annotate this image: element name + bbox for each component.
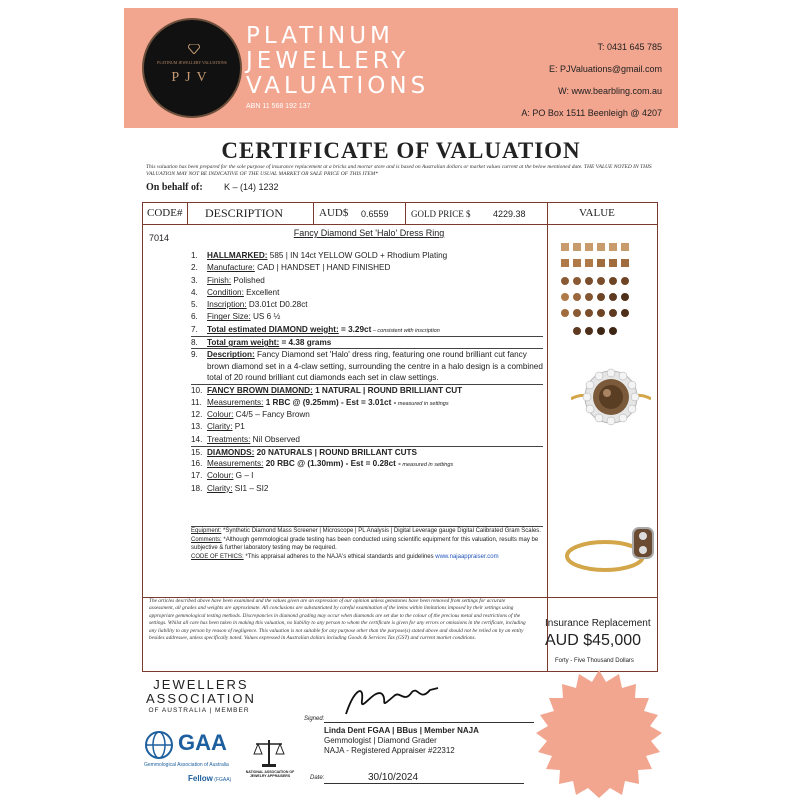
- list-item: 15. DIAMONDS: 20 NATURALS | ROUND BRILLANT CUTS: [191, 446, 543, 458]
- divider: [547, 203, 548, 599]
- issue-date: 30/10/2024: [368, 772, 419, 783]
- valuation-words: Forty - Five Thousand Dollars: [555, 658, 634, 664]
- list-item: 10. FANCY BROWN DIAMOND: 1 NATURAL | ROUND BRILLIANT CUT: [191, 384, 543, 396]
- logo-initials: PJV: [171, 70, 213, 85]
- ja-member-label: OF AUSTRALIA | MEMBER: [148, 707, 250, 714]
- notes-block: [191, 526, 543, 561]
- jewellers-association-logo: JEWELLERS ASSOCIATION: [146, 677, 256, 706]
- behalf-value: K – (14) 1232: [224, 182, 279, 192]
- brand-line: PLATINUM: [246, 23, 394, 49]
- list-item: 18. Clarity: SI1 – SI2: [191, 483, 269, 493]
- ethics-note: CODE OF ETHICS: *This appraisal adheres to the NAJA's ethical standards and guidelines www.najaappraiser.com: [191, 553, 499, 560]
- ring-top-view-photo: [571, 363, 651, 433]
- signer-name: Linda Dent FGAA | BBus | Member NAJA: [324, 726, 479, 735]
- gold-price-label: GOLD PRICE $: [411, 209, 471, 219]
- divider: [313, 203, 314, 225]
- aud-label: AUD$: [319, 207, 349, 219]
- list-item: 16. Measurements: 20 RBC @ (1.30mm) - Est = 0.28ct - measured in settings: [191, 459, 454, 469]
- divider: [405, 203, 406, 225]
- comments-note: Comments: *Although gemmological grade testing has been conducted using scientific equipment for this valuation, results may be subjective & further laboratory testing may be required.: [191, 536, 539, 551]
- handwritten-signature: [334, 680, 444, 720]
- scales-of-justice-icon: [252, 738, 286, 768]
- diamond-icon: [188, 44, 200, 54]
- list-item: 1. HALLMARKED: 585 | IN 14ct YELLOW GOLD + Rhodium Plating: [191, 251, 448, 260]
- abn-number: ABN 11 568 192 137: [246, 103, 311, 110]
- intro-statement: This valuation has been prepared for the sole purpose of insurance replacement at a bricks and mortar store and is based on Australian dollars or market values current at the below mentioned date. THE VALUE NOTED IN THIS VALUATION MAY NOT BE INDICATIVE OF THE USUAL MARKET OR SALE PRICE OF THIS ITEM*: [146, 164, 652, 177]
- item-title: Fancy Diamond Set 'Halo' Dress Ring: [293, 228, 445, 238]
- gaa-full-name: Gemmological Association of Australia: [144, 762, 229, 768]
- insurance-label: Insurance Replacement: [545, 618, 651, 629]
- contact-block: [521, 36, 662, 124]
- divider: [187, 203, 188, 225]
- list-item: 17. Colour: G – I: [191, 471, 254, 481]
- list-item: 4. Condition: Excellent: [191, 287, 280, 297]
- list-item: 7. Total estimated DIAMOND weight: = 3.29ct – consistent with inscription: [191, 324, 440, 334]
- list-item: 2. Manufacture: CAD | HANDSET | HAND FINISHED: [191, 263, 391, 273]
- ring-side-view-photo: [563, 508, 659, 588]
- website[interactable]: W: www.bearbling.com.au: [558, 86, 662, 96]
- embossed-seal: [532, 668, 666, 800]
- signer-role: Gemmologist | Diamond Grader: [324, 736, 437, 745]
- brand-line: VALUATIONS: [246, 73, 430, 99]
- header-banner: [124, 8, 678, 128]
- behalf-label: On behalf of:: [146, 182, 203, 193]
- list-item: 12. Colour: C4/5 – Fancy Brown: [191, 409, 310, 419]
- item-code: 7014: [149, 233, 170, 243]
- naja-logo-text: NATIONAL ASSOCIATION OF JEWELRY APPRAISERS: [245, 770, 295, 778]
- brand-name: [246, 24, 429, 99]
- list-item: 5. Inscription: D3.01ct D0.28ct: [191, 300, 308, 310]
- signer-registration: NAJA - Registered Appraiser #22312: [324, 746, 455, 755]
- item-list: [191, 250, 543, 495]
- list-item: 11. Measurements: 1 RBC @ (9.25mm) - Est = 3.01ct - measured in settings: [191, 397, 449, 407]
- valuation-table: [142, 202, 658, 598]
- code-header: CODE#: [147, 207, 183, 219]
- date-line: [324, 783, 524, 784]
- certificate-page: [124, 4, 678, 796]
- list-item: 14. Treatments: Nil Observed: [191, 434, 300, 444]
- signature-line: [324, 722, 534, 723]
- aud-value: 0.6559: [361, 209, 389, 219]
- gold-price-value: 4229.38: [493, 209, 526, 219]
- brand-line: JEWELLERY: [246, 48, 410, 74]
- email[interactable]: E: PJValuations@gmail.com: [548, 64, 662, 74]
- disclaimer-text: The articles described above have been examined and the values given are an expression of our opinion unless gemstones have been removed from settings for accurate assessment, all grades and weights are approximate. All conclusions are substantiated by careful examination of the items within limitations imposed by their settings using appropriate gemmological testing methods. Discrepancies in diamond grading may occur when diamonds are set due to the colour of the precious metal and restrictions of the settings. Whilst all care has been taken in making this valuation, no liability to any person to whom the certificate is given for any errors or omissions in the certificate, including any liability to any person by reason of negligence. This valuation is not suitable for any purpose other than the purpose(s) stated above and should not be relied on by an entity besides addressee, unless specifically noted. Values expressed in Australian dollars including Goods & Services Tax (GST) and current market conditions.: [149, 598, 526, 642]
- fellow-label: Fellow (FGAA): [188, 774, 232, 783]
- signed-label: Signed:: [304, 716, 325, 722]
- signer-details: [324, 726, 479, 756]
- value-header: VALUE: [579, 207, 615, 219]
- date-label: Date:: [310, 775, 325, 781]
- valuation-amount: AUD $45,000: [545, 632, 642, 649]
- logo-caption: PLATINUM JEWELLERY VALUATIONS: [157, 60, 227, 65]
- disclaimer-section: [142, 598, 658, 672]
- gaa-logo-text: GAA: [178, 730, 227, 755]
- diamond-colour-chart: [555, 235, 651, 347]
- naja-link[interactable]: www.najaappraiser.com: [435, 553, 499, 560]
- document-title: CERTIFICATE OF VALUATION: [221, 138, 581, 163]
- list-item: 8. Total gram weight: = 4.38 grams: [191, 336, 543, 348]
- description-header: DESCRIPTION: [205, 206, 284, 220]
- pjv-logo: [142, 18, 242, 118]
- postal-address: A: PO Box 1511 Beenleigh @ 4207: [521, 108, 662, 118]
- list-item: 3. Finish: Polished: [191, 275, 265, 285]
- list-item: 13. Clarity: P1: [191, 422, 245, 432]
- gaa-globe-icon: [144, 730, 174, 760]
- phone: T: 0431 645 785: [597, 42, 662, 52]
- equipment-note: Equipment: *Synthetic Diamond Mass Screener | Microscope | PL Analysis | Digital Leverage gauge Digital Calibrated Gram Scales.: [191, 528, 541, 534]
- list-item: 9. Description: Fancy Diamond set 'Halo' dress ring, featuring one round brilliant cut fancy brown diamond set in a 4-claw setting, surrounding the centre in a halo design is a combined total of 20 round brilliant cut diamonds each set in claw settings.: [191, 350, 543, 383]
- table-header: [143, 203, 657, 225]
- list-item: 6. Finger Size: US 6 ½: [191, 312, 281, 322]
